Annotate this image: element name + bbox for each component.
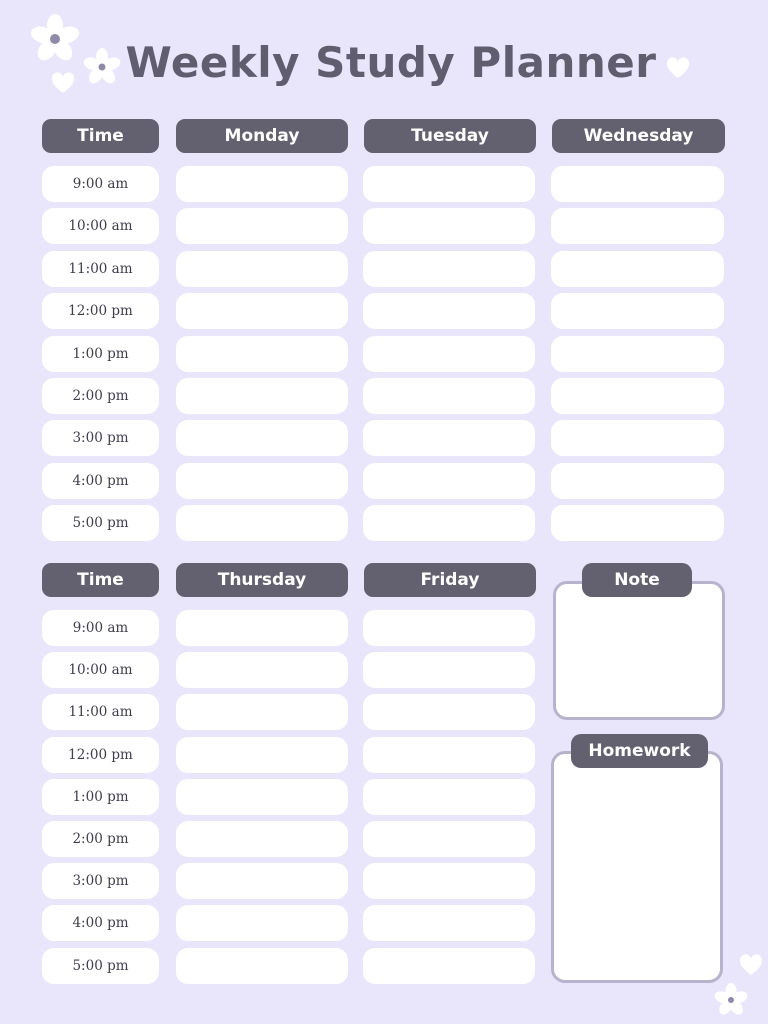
flower-icon [27, 13, 83, 65]
page-title: Weekly Study Planner [125, 38, 657, 87]
schedule-cell-wednesday[interactable] [551, 251, 724, 287]
schedule-cell-tuesday[interactable] [363, 505, 535, 541]
schedule-cell-thursday[interactable] [176, 948, 348, 984]
flower-icon [80, 47, 124, 87]
schedule-cell-monday[interactable] [176, 463, 348, 499]
time-slot-label: 2:00 pm [42, 378, 159, 414]
time-slot-label: 3:00 pm [42, 420, 159, 456]
time-slot-label: 5:00 pm [42, 505, 159, 541]
schedule-cell-tuesday[interactable] [363, 293, 535, 329]
schedule-cell-wednesday[interactable] [551, 166, 724, 202]
time-slot-label: 11:00 am [42, 251, 159, 287]
schedule-cell-tuesday[interactable] [363, 251, 535, 287]
time-slot-label: 4:00 pm [42, 905, 159, 941]
time-column-header: Time [42, 119, 159, 153]
day-header-wednesday: Wednesday [552, 119, 725, 153]
schedule-cell-friday[interactable] [363, 905, 535, 941]
schedule-cell-tuesday[interactable] [363, 336, 535, 372]
schedule-cell-monday[interactable] [176, 420, 348, 456]
schedule-cell-tuesday[interactable] [363, 420, 535, 456]
day-header-tuesday: Tuesday [364, 119, 536, 153]
schedule-cell-wednesday[interactable] [551, 293, 724, 329]
schedule-cell-thursday[interactable] [176, 610, 348, 646]
schedule-cell-wednesday[interactable] [551, 378, 724, 414]
schedule-cell-monday[interactable] [176, 251, 348, 287]
homework-box[interactable] [551, 751, 723, 983]
time-slot-label: 2:00 pm [42, 821, 159, 857]
schedule-cell-tuesday[interactable] [363, 378, 535, 414]
time-slot-label: 3:00 pm [42, 863, 159, 899]
schedule-cell-friday[interactable] [363, 821, 535, 857]
note-label: Note [582, 563, 692, 597]
schedule-cell-tuesday[interactable] [363, 166, 535, 202]
schedule-cell-thursday[interactable] [176, 821, 348, 857]
schedule-cell-monday[interactable] [176, 336, 348, 372]
schedule-cell-wednesday[interactable] [551, 336, 724, 372]
schedule-cell-friday[interactable] [363, 737, 535, 773]
schedule-cell-friday[interactable] [363, 863, 535, 899]
day-header-thursday: Thursday [176, 563, 348, 597]
schedule-cell-thursday[interactable] [176, 694, 348, 730]
schedule-cell-thursday[interactable] [176, 737, 348, 773]
schedule-cell-thursday[interactable] [176, 779, 348, 815]
schedule-cell-wednesday[interactable] [551, 505, 724, 541]
schedule-cell-friday[interactable] [363, 948, 535, 984]
schedule-cell-tuesday[interactable] [363, 463, 535, 499]
time-slot-label: 9:00 am [42, 166, 159, 202]
schedule-cell-monday[interactable] [176, 293, 348, 329]
schedule-cell-monday[interactable] [176, 505, 348, 541]
heart-icon [739, 954, 763, 976]
heart-icon [51, 72, 75, 94]
schedule-cell-wednesday[interactable] [551, 208, 724, 244]
heart-icon [666, 57, 690, 79]
time-slot-label: 10:00 am [42, 208, 159, 244]
time-column-header: Time [42, 563, 159, 597]
time-slot-label: 12:00 pm [42, 293, 159, 329]
flower-icon [711, 982, 751, 1018]
day-header-friday: Friday [364, 563, 536, 597]
time-slot-label: 11:00 am [42, 694, 159, 730]
time-slot-label: 10:00 am [42, 652, 159, 688]
time-slot-label: 9:00 am [42, 610, 159, 646]
schedule-cell-thursday[interactable] [176, 863, 348, 899]
schedule-cell-thursday[interactable] [176, 905, 348, 941]
schedule-cell-friday[interactable] [363, 779, 535, 815]
schedule-cell-monday[interactable] [176, 378, 348, 414]
schedule-cell-wednesday[interactable] [551, 420, 724, 456]
schedule-cell-thursday[interactable] [176, 652, 348, 688]
time-slot-label: 1:00 pm [42, 336, 159, 372]
schedule-cell-monday[interactable] [176, 166, 348, 202]
time-slot-label: 1:00 pm [42, 779, 159, 815]
time-slot-label: 4:00 pm [42, 463, 159, 499]
note-box[interactable] [553, 581, 725, 720]
day-header-monday: Monday [176, 119, 348, 153]
schedule-cell-monday[interactable] [176, 208, 348, 244]
schedule-cell-friday[interactable] [363, 652, 535, 688]
schedule-cell-wednesday[interactable] [551, 463, 724, 499]
schedule-cell-friday[interactable] [363, 694, 535, 730]
schedule-cell-friday[interactable] [363, 610, 535, 646]
homework-label: Homework [571, 734, 708, 768]
time-slot-label: 12:00 pm [42, 737, 159, 773]
time-slot-label: 5:00 pm [42, 948, 159, 984]
schedule-cell-tuesday[interactable] [363, 208, 535, 244]
